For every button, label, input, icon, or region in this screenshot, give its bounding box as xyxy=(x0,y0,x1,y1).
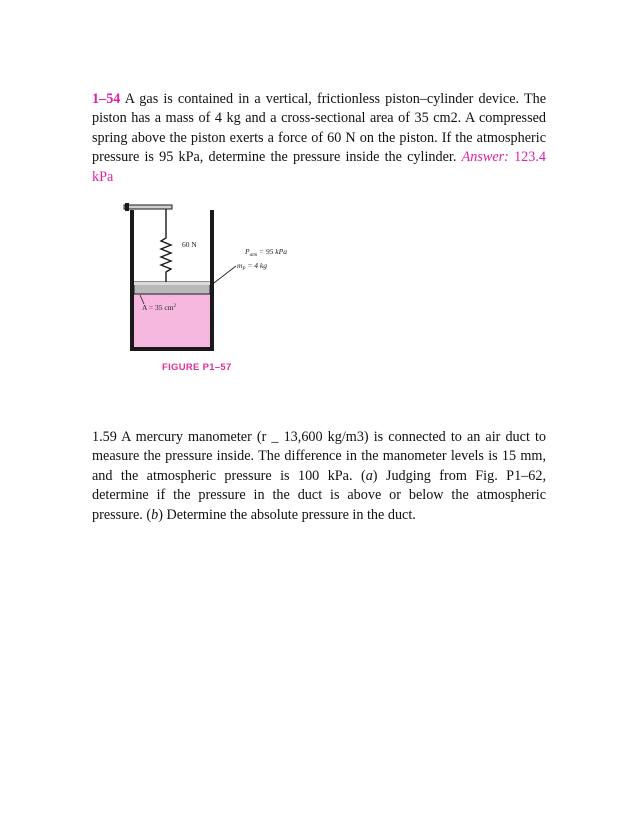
gas-region xyxy=(134,294,210,347)
piston-highlight xyxy=(134,282,210,285)
spring-force-label: 60 N xyxy=(182,240,197,249)
problem-text: A gas is contained in a vertical, frictionless piston–cylinder device. The piston has a mass of 4 kg and a cross-sectional area of 35 cm2. A compressed spring above the piston exerts a force of 60 N on the piston. If the atmospheric pressure is 95 kPa, determine the pressure inside the cylinder. xyxy=(92,91,546,166)
piston-mass-label: $m_P = 4$ kg xyxy=(237,261,267,272)
part-a-marker: a xyxy=(365,467,373,484)
problem-1-54 xyxy=(92,90,546,187)
answer-label: Answer: xyxy=(461,149,509,166)
part-b-marker: b xyxy=(151,506,159,523)
patm-label: $P_{atm} = 95$ kPa xyxy=(245,247,287,258)
cylinder-right-wall xyxy=(210,210,214,350)
figure-caption: FIGURE P1–57 xyxy=(162,362,232,373)
cylinder-bottom xyxy=(130,347,214,351)
problem-number: 1–54 xyxy=(92,91,121,107)
problem-text-part-2: ) Judging from Fig. P1–62, determine if the pressure in the duct is above or below the atmospheric pressure. ( xyxy=(92,467,546,523)
piston-cylinder-figure xyxy=(118,198,304,378)
support-pin xyxy=(125,203,129,211)
spring-support-plate xyxy=(124,205,172,209)
problem-text-part-3: ) Determine the absolute pressure in the duct. xyxy=(158,506,416,523)
area-label: A = 35 $cm^2$ xyxy=(142,303,177,312)
problem-1-59 xyxy=(92,428,546,525)
problem-text-part-1: 1.59 A mercury manometer (r _ 13,600 kg/m3) is connected to an air duct to measure the pressure inside. The difference in the manometer levels is 15 mm, and the atmospheric pressure is 100 kPa. ( xyxy=(92,429,546,484)
spring xyxy=(161,209,171,282)
answer-value: 123.4 kPa xyxy=(92,149,546,185)
cylinder-left-wall xyxy=(130,210,134,350)
piston-cylinder-diagram xyxy=(118,198,304,378)
